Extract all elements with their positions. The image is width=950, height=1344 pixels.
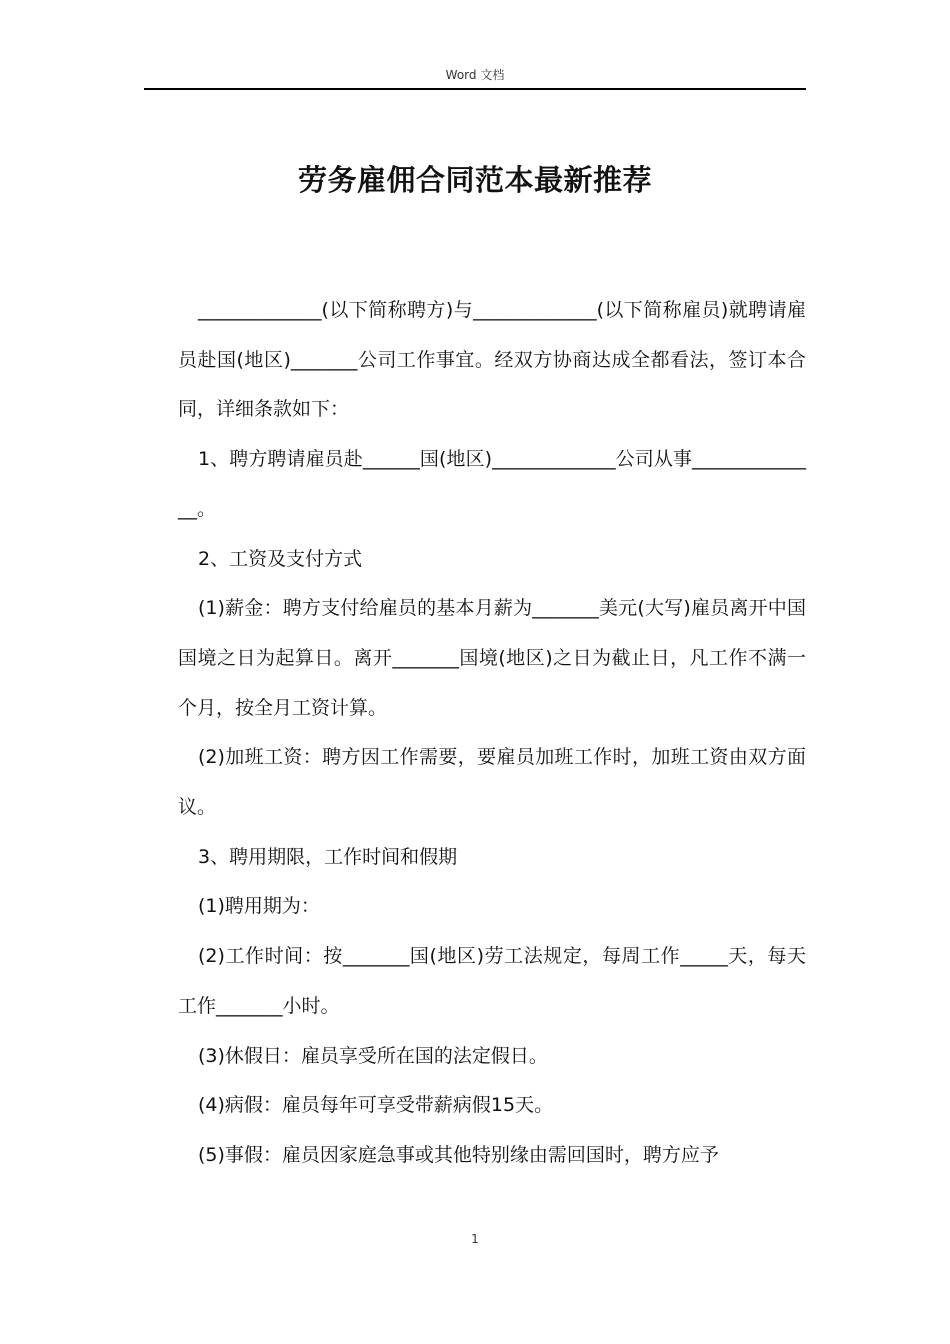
paragraph-sick-leave: (4)病假：雇员每年可享受带薪病假15天。 bbox=[198, 1094, 554, 1117]
page-footer bbox=[0, 1230, 950, 1248]
paragraph-overtime: (2)加班工资：聘方因工作需要，要雇员加班工作时，加班工资由双方面议。 bbox=[178, 746, 806, 819]
paragraph-term: (1)聘用期为： bbox=[198, 895, 320, 918]
document-body bbox=[178, 286, 806, 1181]
page-number: 1 bbox=[471, 1232, 479, 1246]
document-title: 劳务雇佣合同范本最新推荐 bbox=[297, 163, 652, 197]
paragraph-working-hours: (2)工作时间：按_______国(地区)劳工法规定，每周工作_____天，每天工作_______小时。 bbox=[178, 945, 806, 1017]
paragraph-salary: (1)薪金：聘方支付给雇员的基本月薪为_______美元(大写)雇员离开中国国境之日为起算日。离开_______国境(地区)之日为截止日，凡工作不满一个月，按全月工资计算。 bbox=[178, 597, 806, 719]
paragraph-holidays: (3)休假日：雇员享受所在国的法定假日。 bbox=[198, 1044, 548, 1067]
paragraph-clause-2-heading: 2、工资及支付方式 bbox=[198, 547, 363, 570]
paragraph-clause-3-heading: 3、聘用期限，工作时间和假期 bbox=[198, 845, 458, 868]
paragraph-clause-1: 1、聘方聘请雇员赴______国(地区)_____________公司从事______________。 bbox=[178, 448, 806, 520]
paragraph-intro: _____________(以下简称聘方)与_____________(以下简称雇员)就聘请雇员赴国(地区)_______公司工作事宜。经双方协商达成全都看法，签订本合同，详细条款如下： bbox=[178, 299, 806, 421]
paragraph-personal-leave: (5)事假：雇员因家庭急事或其他特别缘由需回国时，聘方应予 bbox=[198, 1143, 719, 1166]
header-text: Word 文档 bbox=[445, 68, 505, 82]
page-header bbox=[144, 66, 806, 90]
